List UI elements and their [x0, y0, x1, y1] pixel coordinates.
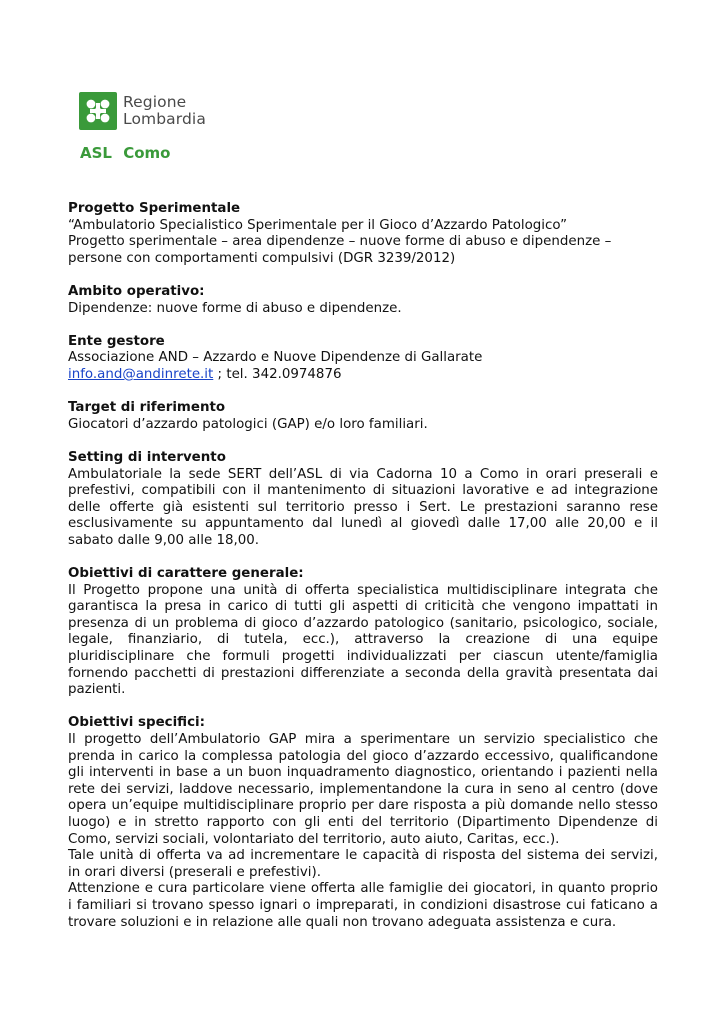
progetto-line-1: “Ambulatorio Specialistico Sperimentale per il Gioco d’Azzardo Patologico”	[68, 217, 568, 233]
logo-region-text	[123, 94, 206, 128]
progetto-line-2: Progetto sperimentale – area dipendenze – nuove forme di abuso e dipendenze –	[68, 234, 612, 250]
heading-ambito: Ambito operativo:	[68, 283, 205, 299]
ente-phone: ; tel. 342.0974876	[213, 366, 342, 382]
obiettivi-specifici-paragraph-3: Attenzione e cura particolare viene offerta alle famiglie dei giocatori, in quanto proprio i familiari si trovano spesso ignari o impreparati, in condizioni disastrose cui faticano a trovare soluzioni e in relazione alle quali non trovano adeguata assistenza e cura.	[68, 881, 658, 930]
asl-como-label: ASL Como	[80, 144, 171, 162]
heading-progetto: Progetto Sperimentale	[68, 201, 241, 216]
heading-ente: Ente gestore	[68, 333, 165, 349]
ambito-text: Dipendenze: nuove forme di abuso e dipendenze.	[68, 300, 402, 316]
logo-line-lombardia: Lombardia	[123, 110, 206, 128]
progetto-line-3: persone con comportamenti compulsivi (DGR 3239/2012)	[68, 250, 456, 266]
target-text: Giocatori d’azzardo patologici (GAP) e/o loro familiari.	[68, 416, 428, 432]
section-setting	[68, 450, 658, 550]
section-ambito	[68, 284, 658, 317]
heading-obiettivi-specifici: Obiettivi specifici:	[68, 715, 205, 731]
ente-email-link[interactable]: info.and@andinrete.it	[68, 366, 214, 382]
ente-name: Associazione AND – Azzardo e Nuove Dipendenze di Gallarate	[68, 350, 483, 366]
heading-setting: Setting di intervento	[68, 449, 226, 465]
setting-text: Ambulatoriale la sede SERT dell’ASL di via Cadorna 10 a Como in orari preserali e prefestivi, compatibili con il mantenimento di situazioni lavorative e ad integrazione delle offerte già esistenti sul territorio presso i Sert. Le prestazioni saranno rese esclusivamente su appuntamento dal lunedì al giovedì dalle 17,00 alle 20,00 e il sabato dalle 9,00 alle 18,00.	[68, 466, 658, 548]
obiettivi-specifici-paragraph-2: Tale unità di offerta va ad incrementare le capacità di risposta del sistema dei servizi, in orari diversi (preserali e prefestivi).	[68, 848, 658, 880]
section-obiettivi-generali	[68, 566, 658, 699]
regione-lombardia-logo	[79, 88, 229, 168]
section-progetto	[68, 201, 658, 267]
ente-contact	[68, 367, 658, 384]
section-obiettivi-specifici	[68, 715, 658, 931]
heading-target: Target di riferimento	[68, 400, 226, 416]
logo-line-regione: Regione	[123, 93, 187, 111]
obiettivi-specifici-paragraph-1: Il progetto dell’Ambulatorio GAP mira a sperimentare un servizio specialistico che prenda in carico la complessa patologia del gioco d’azzardo eccessivo, qualificandone gli interventi in base a un buon inquadramento diagnostico, orientando i pazienti nella rete dei servizi, laddove necessario, implementandone la cura in seno al centro (dove opera un’equipe multidisciplinare proprio per dare risposta a più domande nello stesso luogo) e in stretto rapporto con gli enti del territorio (Dipartimento Dipendenze di Como, servizi sociali, volontariato del territorio, auto aiuto, Caritas, ecc.).	[68, 732, 658, 847]
regione-lombardia-emblem-icon	[79, 92, 117, 130]
section-ente	[68, 334, 658, 384]
document-body	[68, 201, 658, 948]
obiettivi-generali-text: Il Progetto propone una unità di offerta specialistica multidisciplinare integrata che garantisca la presa in carico di tutti gli aspetti di criticità che vengono impattati in presenza di un problema di gioco d’azzardo patologico (sanitario, psicologico, sociale, legale, finanziario, di tutela, ecc.), attraverso la creazione di una equipe pluridisciplinare che formuli progetti individualizzati per ciascun utente/famiglia fornendo pacchetti di prestazioni differenziate a seconda della gravità presentata dai pazienti.	[68, 582, 658, 698]
heading-obiettivi-generali: Obiettivi di carattere generale:	[68, 566, 304, 582]
section-target	[68, 400, 658, 433]
